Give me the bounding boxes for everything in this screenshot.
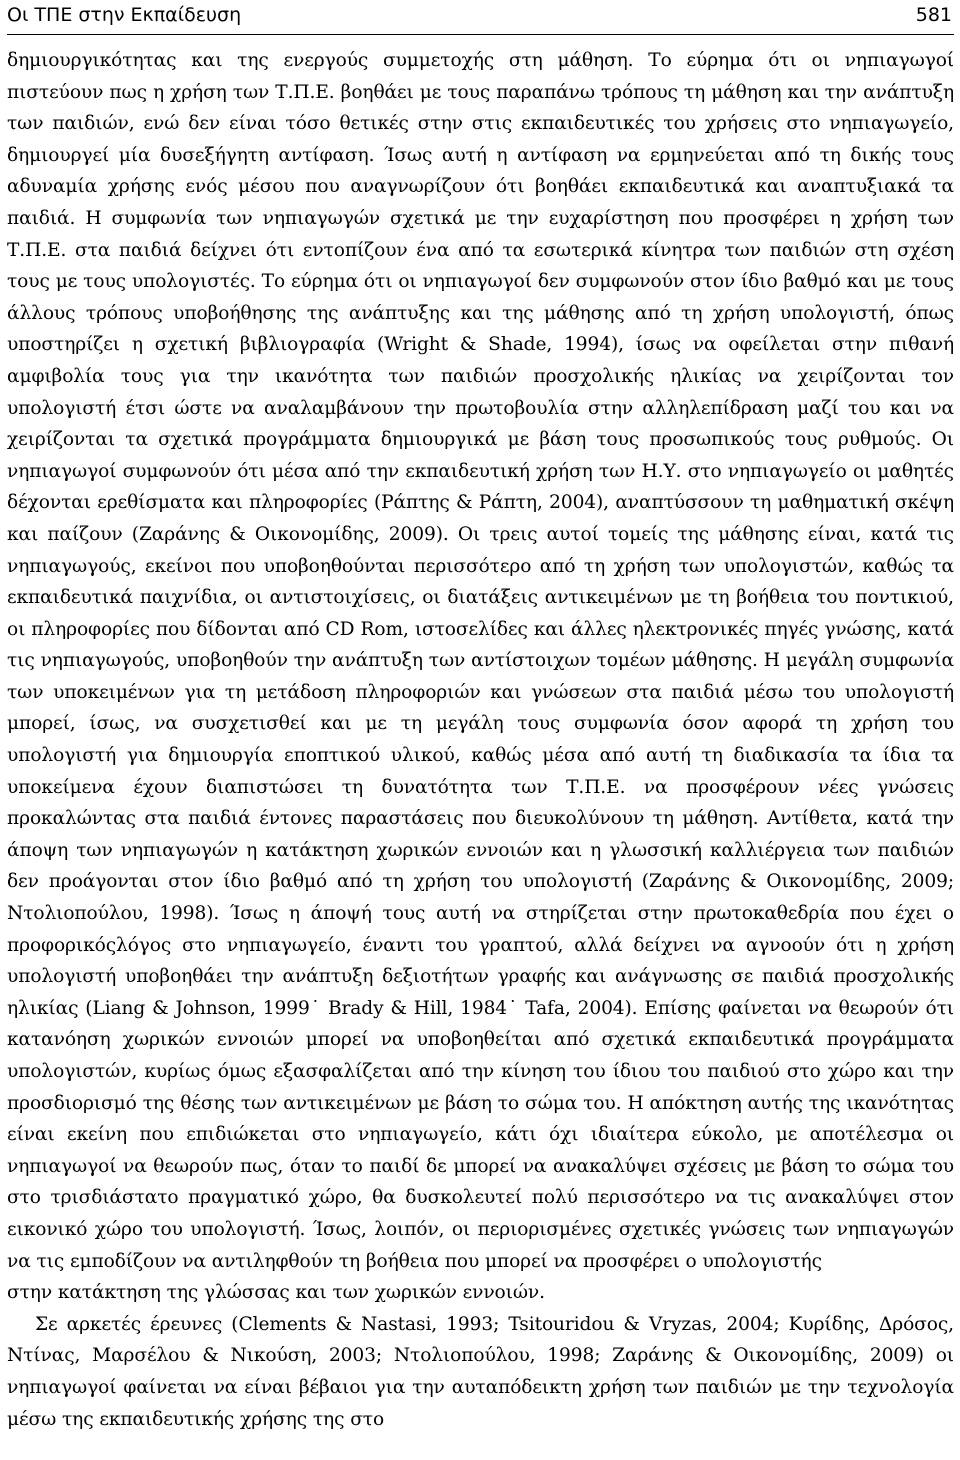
page-number: 581 [915, 4, 952, 26]
body-text [7, 45, 954, 1435]
running-header [7, 0, 954, 35]
paragraph: Σε αρκετές έρευνες (Clements & Nastasi, 1993; Tsitouridou & Vryzas, 2004; Κυρίδης, Δρόσος, Ντίνας, Μαρσέλου & Νικούση, 2003; Ντολιοπούλου, 1998; Ζαράνης & Οικονομίδης, 2009) οι νηπιαγωγοί φαίνεται να είναι βέβαιοι για την αυταπόδεικτη χρήση των παιδιών με την τεχνολογία μέσω της εκπαιδευτικής χρήσης της στο [7, 1313, 954, 1430]
paragraph: δημιουργικότητας και της ενεργούς συμμετοχής στη μάθηση. Το εύρημα ότι οι νηπιαγωγοί πιστεύουν πως η χρήση των Τ.Π.Ε. βοηθάει με τους παραπάνω τρόπους τη μάθηση και την ανάπτυξη των παιδιών, ενώ δεν είναι τόσο θετικές στην στις εκπαιδευτικές του χρήσεις στο νηπιαγωγείο, δημιουργεί μία δυσεξήγητη αντίφαση. Ίσως αυτή η αντίφαση να ερμηνεύεται από τη δικής τους αδυναμία χρήσης ενός μέσου που αναγνωρίζουν ότι βοηθάει εκπαιδευτικά και αναπτυξιακά τα παιδιά. Η συμφωνία των νηπιαγωγών σχετικά με την ευχαρίστηση που προσφέρει η χρήση των Τ.Π.Ε. στα παιδιά δείχνει ότι εντοπίζουν ένα από τα εσωτερικά κίνητρα των παιδιών στη σχέση τους με τους υπολογιστές. Το εύρημα ότι οι νηπιαγωγοί δεν συμφωνούν στον ίδιο βαθμό και με τους άλλους τρόπους υποβοήθησης της ανάπτυξης και της μάθησης από τη χρήση υπολογιστή, όπως υποστηρίζει η σχετική βιβλιογραφία (Wright & Shade, 1994), ίσως να οφείλεται στην πιθανή αμφιβολία τους για την ικανότητα των παιδιών προσχολικής ηλικίας να χειρίζονται τον υπολογιστή έτσι ώστε να αναλαμβάνουν την πρωτοβουλία στην αλληλεπίδραση μαζί του και να χειρίζονται τα σχετικά προγράμματα δημιουργικά με βάση τους προσωπικούς τους ρυθμούς. Οι νηπιαγωγοί συμφωνούν ότι μέσα από την εκπαιδευτική χρήση των Η.Υ. στο νηπιαγωγείο οι μαθητές δέχονται ερεθίσματα και πληροφορίες (Ράπτης & Ράπτη, 2004), αναπτύσσουν τη μαθηματική σκέψη και παίζουν (Ζαράνης & Οικονομίδης, 2009). Οι τρεις αυτοί τομείς της μάθησης είναι, κατά τις νηπιαγωγούς, εκείνοι που υποβοηθούνται περισσότερο από τη χρήση των υπολογιστών, καθώς τα εκπαιδευτικά παιχνίδια, οι αντιστοιχίσεις, οι διατάξεις αντικειμένων με τη βοήθεια του ποντικιού, οι πληροφορίες που δίδονται από CD Rom, ιστοσελίδες και άλλες ηλεκτρονικές πηγές γνώσης, κατά τις νηπιαγωγούς, υποβοηθούν την ανάπτυξη των αντίστοιχων τομέων μάθησης. Η μεγάλη συμφωνία των υποκειμένων για τη μετάδοση πληροφοριών και γνώσεων στα παιδιά μέσω του υπολογιστή μπορεί, ίσως, να συσχετισθεί και με τη μεγάλη τους συμφωνία όσον αφορά τη χρήση του υπολογιστή για δημιουργία εποπτικού υλικού, καθώς μέσα από αυτή τη διαδικασία τα ίδια τα υποκείμενα έχουν διαπιστώσει τη δυνατότητα των Τ.Π.Ε. να προσφέρουν νέες γνώσεις προκαλώντας στα παιδιά έντονες παραστάσεις που διευκολύνουν τη μάθηση. Αντίθετα, κατά την άποψη των νηπιαγωγών η κατάκτηση χωρικών εννοιών και η γλωσσική καλλιέργεια των παιδιών δεν προάγονται στον ίδιο βαθμό από τη χρήση του υπολογιστή (Ζαράνης & Οικονομίδης, 2009; Ντολιοπούλου, 1998). Ίσως η άποψή τους αυτή να στηρίζεται στην πρωτοκαθεδρία που έχει ο προφορικόςλόγος στο νηπιαγωγείο, έναντι του γραπτού, αλλά δείχνει να αγνοούν ότι η χρήση υπολογιστή υποβοηθάει την ανάπτυξη δεξιοτήτων γραφής και ανάγνωσης σε παιδιά προσχολικής ηλικίας (Liang & Johnson, 1999˙ Brady & Hill, 1984˙ Tafa, 2004). Επίσης φαίνεται να θεωρούν ότι κατανόηση χωρικών εννοιών μπορεί να υποβοηθείται από σχετικά εκπαιδευτικά προγράμματα υπολογιστών, κυρίως όμως εξασφαλίζεται από την κίνηση του ίδιου του παιδιού στο χώρο και την προσδιορισμό της θέσης των αντικειμένων με βάση το σώμα του. Η απόκτηση αυτής της ικανότητας είναι εκείνη που επιδιώκεται στο νηπιαγωγείο, κάτι όχι ιδιαίτερα εύκολο, με αποτέλεσμα οι νηπιαγωγοί να θεωρούν πως, όταν το παιδί δε μπορεί να ανακαλύψει σχέσεις με βάση το σώμα του στο τρισδιάστατο πραγματικό χώρο, θα δυσκολευτεί πολύ περισσότερο να τις ανακαλύψει στον εικονικό χώρο του υπολογιστή. Ίσως, λοιπόν, οι περιορισμένες σχετικές γνώσεις των νηπιαγωγών να τις εμποδίζουν να αντιληφθούν τη βοήθεια που μπορεί να προσφέρει ο υπολογιστής [7, 50, 954, 1272]
paragraph: στην κατάκτηση της γλώσσας και των χωρικών εννοιών. [7, 1282, 545, 1304]
header-title: Οι ΤΠΕ στην Εκπαίδευση [7, 4, 242, 26]
